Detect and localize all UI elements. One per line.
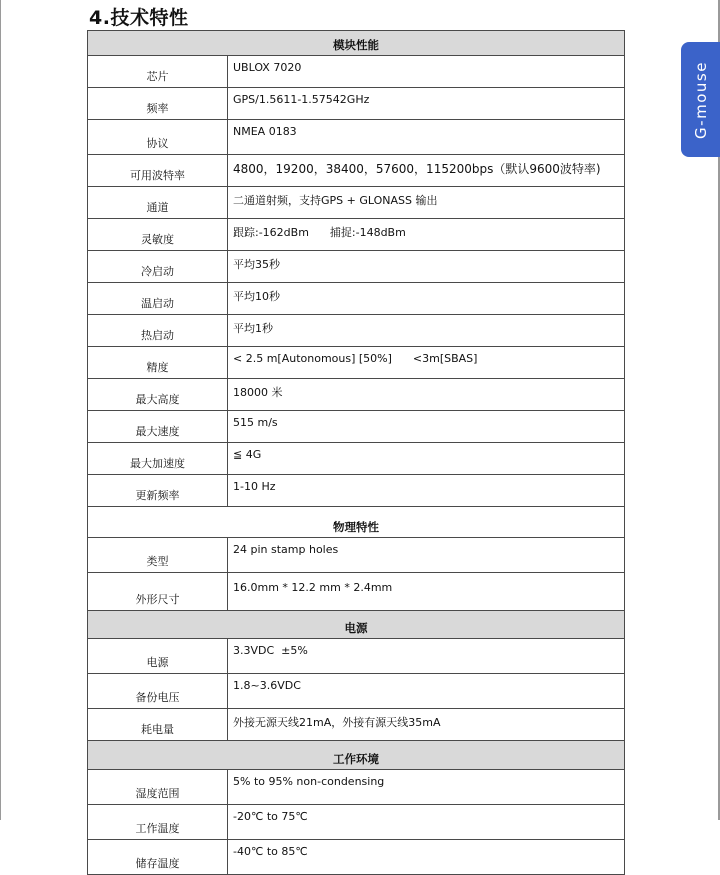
section-title: 物理特性 [88,507,625,538]
page-left-border [0,0,1,820]
row-label: 外形尺寸 [88,573,228,611]
row-value: 平均1秒 [228,315,625,347]
row-value: 外接无源天线21mA，外接有源天线35mA [228,709,625,741]
row-value: 16.0mm * 12.2 mm * 2.4mm [228,573,625,611]
table-row [88,315,625,347]
row-value: 二通道射频，支持GPS + GLONASS 输出 [228,187,625,219]
table-row [88,770,625,805]
row-label: 冷启动 [88,251,228,283]
row-value: 3.3VDC ±5% [228,639,625,674]
table-row [88,573,625,611]
row-value: UBLOX 7020 [228,56,625,88]
table-row [88,639,625,674]
side-tab-label: G-mouse [691,60,710,139]
row-label: 芯片 [88,56,228,88]
table-row [88,88,625,120]
table-row [88,120,625,155]
row-label: 精度 [88,347,228,379]
row-label: 备份电压 [88,674,228,709]
row-value: 平均35秒 [228,251,625,283]
row-value: 跟踪:-162dBm 捕捉:-148dBm [228,219,625,251]
row-label: 可用波特率 [88,155,228,187]
table-row [88,379,625,411]
row-value: 18000 米 [228,379,625,411]
table-row [88,219,625,251]
table-row [88,805,625,840]
row-value: 515 m/s [228,411,625,443]
row-label: 类型 [88,538,228,573]
section-title: 模块性能 [88,31,625,56]
row-value: GPS/1.5611-1.57542GHz [228,88,625,120]
row-value: 平均10秒 [228,283,625,315]
table-row [88,443,625,475]
section-header-power [88,611,625,639]
table-row [88,538,625,573]
row-label: 耗电量 [88,709,228,741]
row-label: 协议 [88,120,228,155]
table-row [88,709,625,741]
row-label: 热启动 [88,315,228,347]
row-label: 通道 [88,187,228,219]
table-row [88,411,625,443]
row-label: 频率 [88,88,228,120]
page-title: 4.技术特性 [89,7,189,29]
row-label: 电源 [88,639,228,674]
table-row [88,251,625,283]
row-value: 4800，19200，38400，57600，115200bps（默认9600波特率) [228,155,625,187]
row-value: 1.8~3.6VDC [228,674,625,709]
section-title: 工作环境 [88,741,625,770]
row-label: 温启动 [88,283,228,315]
side-tab [681,42,720,157]
row-label: 最大速度 [88,411,228,443]
row-value: -20℃ to 75℃ [228,805,625,840]
section-header-environment [88,741,625,770]
table-row [88,840,625,875]
row-label: 最大高度 [88,379,228,411]
row-label: 储存温度 [88,840,228,875]
row-value: ≦ 4G [228,443,625,475]
row-value: 24 pin stamp holes [228,538,625,573]
table-row [88,347,625,379]
section-title: 电源 [88,611,625,639]
table-row [88,283,625,315]
row-value: NMEA 0183 [228,120,625,155]
row-label: 更新频率 [88,475,228,507]
row-label: 最大加速度 [88,443,228,475]
table-row [88,674,625,709]
row-label: 灵敏度 [88,219,228,251]
table-row [88,155,625,187]
spec-table [87,30,625,875]
row-label: 湿度范围 [88,770,228,805]
section-header-module-performance [88,31,625,56]
row-value: -40℃ to 85℃ [228,840,625,875]
row-value: < 2.5 m[Autonomous] [50%] <3m[SBAS] [228,347,625,379]
section-header-physical [88,507,625,538]
row-label: 工作温度 [88,805,228,840]
row-value: 1-10 Hz [228,475,625,507]
row-value: 5% to 95% non-condensing [228,770,625,805]
table-row [88,56,625,88]
table-row [88,475,625,507]
table-row [88,187,625,219]
